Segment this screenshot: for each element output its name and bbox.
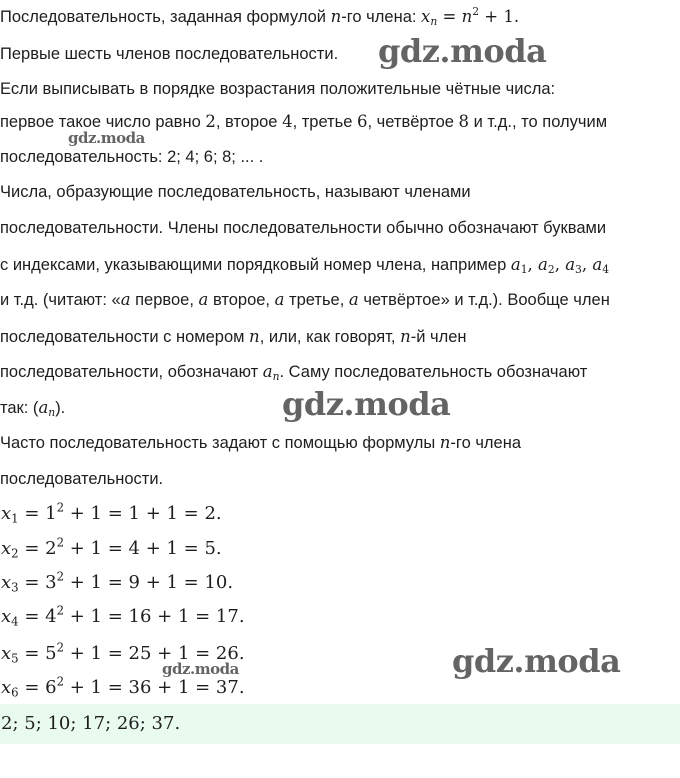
var-a: a — [510, 255, 521, 274]
watermark-logo: gdz.moda — [282, 385, 451, 423]
eq-sub: 3 — [11, 580, 19, 595]
var-a: a — [592, 255, 603, 274]
eq-sub: 2 — [11, 546, 19, 561]
comma: , — [554, 255, 566, 274]
text: третье, — [284, 291, 349, 309]
sub-n: n — [272, 370, 280, 384]
var-n: n — [439, 433, 451, 452]
var-n: n — [400, 327, 411, 346]
sub: 1 — [520, 263, 528, 277]
text: последовательности с номером — [0, 328, 250, 346]
text: , четвёртое — [367, 113, 459, 131]
intro-line-1 — [0, 7, 519, 27]
formula-rest: + 1. — [479, 7, 520, 26]
theory-p2-l6 — [0, 362, 587, 382]
eq-equals: = — [18, 538, 46, 559]
equation-row — [1, 674, 245, 700]
sub-n: n — [48, 406, 56, 420]
a-n — [262, 362, 280, 384]
var-a: a — [198, 290, 209, 309]
theory-p2-l7 — [0, 398, 65, 418]
text: первое такое число равно — [0, 113, 206, 131]
eq-equals: = — [18, 643, 46, 664]
text: -го члена — [450, 434, 522, 452]
watermark-logo: gdz.moda — [452, 642, 621, 680]
eq-rest: + 1 = 4 + 1 = 5. — [64, 538, 222, 559]
text: , третье — [292, 113, 358, 131]
theory-p2-l5 — [0, 327, 467, 347]
var-a: a — [538, 255, 548, 274]
eq-rest: + 1 = 16 + 1 = 17. — [64, 606, 245, 627]
eq-var: x — [1, 503, 12, 524]
sub: 3 — [575, 263, 582, 277]
eq-equals: = — [18, 572, 46, 593]
text: . Саму последовательность обозначают — [279, 363, 588, 381]
text: так: ( — [0, 399, 39, 417]
eq-rest: + 1 = 9 + 1 = 10. — [64, 572, 234, 593]
number: 4 — [282, 112, 293, 131]
text: Часто последовательность задают с помощью формулы — [0, 434, 440, 452]
eq-sub: 4 — [11, 614, 19, 629]
comma: , — [527, 255, 539, 274]
text: , второе — [215, 113, 283, 131]
intro-text: Последовательность, заданная формулой — [0, 8, 331, 26]
equation-row — [1, 500, 222, 526]
eq-rest: + 1 = 36 + 1 = 37. — [64, 677, 245, 698]
theory-p2-l3 — [0, 255, 609, 275]
eq-var: x — [1, 606, 12, 627]
watermark-logo: gdz.moda — [68, 129, 145, 147]
sub: 2 — [547, 263, 555, 277]
formula-sub: n — [430, 15, 438, 29]
eq-equals: = — [18, 606, 46, 627]
a-n — [38, 398, 56, 420]
number: 6 — [357, 112, 368, 131]
var-a: a — [262, 362, 273, 381]
eq-var: x — [1, 643, 12, 664]
eq-sub: 6 — [11, 685, 19, 700]
theory-p1-l3: последовательность: 2; 4; 6; 8; ... . — [0, 148, 264, 166]
theory-p3-l1 — [0, 433, 521, 453]
eq-pow: 2 — [56, 674, 65, 689]
formula-n: n — [461, 7, 473, 26]
eq-sub: 5 — [11, 651, 19, 666]
theory-p2-l1: Числа, образующие последовательность, называют членами — [0, 183, 471, 201]
text: четвёртое» и т.д.). Вообще член — [358, 291, 610, 309]
eq-sub: 1 — [11, 511, 19, 526]
formula-var: x — [421, 7, 431, 26]
text: , или, как говорят, — [259, 328, 401, 346]
theory-p2-l2: последовательности. Члены последовательности обычно обозначают буквами — [0, 219, 607, 237]
eq-var: x — [1, 538, 12, 559]
eq-base: 2 — [45, 538, 57, 559]
equation-row — [1, 535, 222, 561]
eq-rest: + 1 = 25 + 1 = 26. — [64, 643, 245, 664]
text: второе, — [208, 291, 275, 309]
theory-p3-l2: последовательности. — [0, 470, 164, 488]
eq-var: x — [1, 677, 12, 698]
formula-pow: 2 — [472, 5, 480, 19]
text: и т.д. (читают: « — [0, 291, 121, 309]
var-n: n — [249, 327, 260, 346]
equation-row — [1, 603, 245, 629]
var-a: a — [274, 290, 285, 309]
eq-base: 1 — [45, 503, 57, 524]
theory-p1-l1: Если выписывать в порядке возрастания положительные чётные числа: — [0, 80, 556, 98]
text: -й член — [410, 328, 467, 346]
eq-base: 5 — [45, 643, 57, 664]
text: и т.д., то получим — [469, 113, 608, 131]
intro-text-2: -го члена: — [341, 8, 422, 26]
eq-pow: 2 — [56, 603, 65, 618]
eq-equals: = — [18, 677, 46, 698]
var-a: a — [120, 290, 131, 309]
sub: 4 — [602, 263, 610, 277]
text: ). — [55, 399, 66, 417]
formula-eq: = — [437, 7, 462, 26]
watermark-logo: gdz.moda — [162, 660, 239, 678]
eq-rest: + 1 = 1 + 1 = 2. — [64, 503, 222, 524]
var-a: a — [38, 398, 49, 417]
var-a: a — [565, 255, 576, 274]
intro-line-2: Первые шесть членов последовательности. — [0, 45, 339, 63]
watermark-logo: gdz.moda — [378, 32, 547, 70]
var-n: n — [330, 7, 342, 26]
text: с индексами, указывающими порядковый номер члена, например — [0, 256, 511, 274]
text: первое, — [130, 291, 199, 309]
eq-base: 6 — [45, 677, 57, 698]
eq-base: 4 — [45, 606, 57, 627]
indexed-vars — [510, 255, 610, 277]
number: 8 — [458, 112, 470, 131]
var-a: a — [348, 290, 359, 309]
comma: , — [581, 255, 593, 274]
eq-pow: 2 — [56, 535, 65, 550]
theory-p2-l4 — [0, 290, 610, 310]
equation-row — [1, 569, 234, 595]
eq-base: 3 — [45, 572, 57, 593]
eq-equals: = — [18, 503, 46, 524]
eq-var: x — [1, 572, 12, 593]
text: последовательности, обозначают — [0, 363, 263, 381]
answer-text: 2; 5; 10; 17; 26; 37. — [1, 713, 181, 734]
eq-pow: 2 — [56, 640, 65, 655]
number: 2 — [205, 112, 216, 131]
eq-pow: 2 — [56, 500, 65, 515]
formula — [421, 5, 520, 29]
eq-pow: 2 — [56, 569, 65, 584]
